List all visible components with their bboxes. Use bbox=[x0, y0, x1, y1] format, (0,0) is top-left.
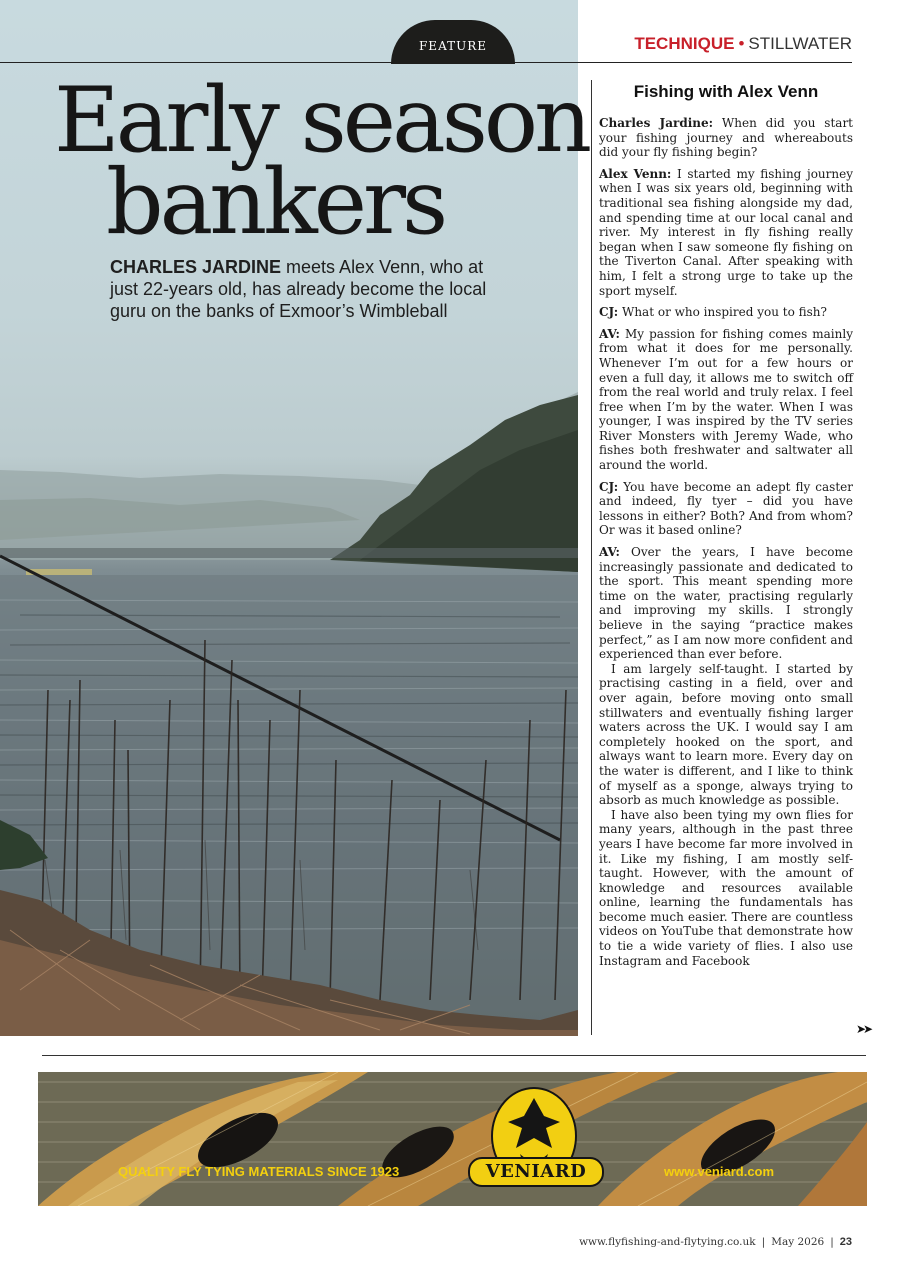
ad-brand: VENIARD bbox=[468, 1157, 604, 1187]
q2-speaker: CJ: bbox=[599, 305, 619, 320]
a3-speaker: AV: bbox=[599, 545, 620, 560]
answer-3-paragraph-3: I have also been tying my own flies for many years, although in the past three years I have become far more involved in it. Like my fishing, I am mostly self-taught. However, with the amount of knowledge and resources available online, learning the fundamentals has become much easier. There are countless videos on YouTube that demonstrate how to tie a wide variety of flies. I also use Instagram and Facebook bbox=[599, 807, 853, 968]
section-primary: TECHNIQUE bbox=[634, 34, 735, 53]
feature-tab: FEATURE bbox=[391, 20, 515, 64]
q2-text: What or who inspired you to fish? bbox=[618, 305, 827, 320]
feather-background bbox=[38, 1072, 867, 1206]
section-secondary: STILLWATER bbox=[748, 34, 852, 53]
ad-url[interactable]: www.veniard.com bbox=[664, 1164, 775, 1179]
ad-divider bbox=[42, 1055, 866, 1056]
column-divider bbox=[591, 80, 592, 1035]
headline-line-2: bankers bbox=[106, 150, 445, 255]
section-label bbox=[634, 34, 852, 54]
q1-text: When did you start your fishing journey and whereabouts did your fly fishing begin? bbox=[599, 116, 854, 160]
byline: CHARLES JARDINE bbox=[110, 257, 282, 277]
standfirst-text: meets Alex Venn, who at just 22-years old, has already become the local guru on the banks of Exmoor’s Wimbleball bbox=[110, 257, 487, 321]
section-separator: • bbox=[738, 34, 745, 53]
page-footer bbox=[579, 1236, 852, 1248]
double-arrow-right-icon: ➤➤ bbox=[856, 1022, 871, 1036]
veniard-advert[interactable] bbox=[38, 1072, 867, 1206]
footer-separator-1: | bbox=[761, 1236, 766, 1248]
question-2 bbox=[599, 305, 853, 320]
q1-speaker: Charles Jardine: bbox=[599, 116, 714, 130]
question-3 bbox=[599, 480, 853, 538]
answer-3 bbox=[599, 545, 853, 662]
footer-separator-2: | bbox=[830, 1236, 834, 1248]
answer-1 bbox=[599, 167, 853, 298]
answer-3-paragraph-2: I am largely self-taught. I started by practising casting in a field, over and over again, before moving onto small stillwaters and eventually fishing larger waters across the UK. I would say I am completely hooked on the sport, and always want to learn more. Every day on the water is different, and I like to think of myself as a sponge, always trying to absorb as much knowledge as possible. bbox=[599, 661, 853, 808]
column-title: Fishing with Alex Venn bbox=[633, 82, 819, 101]
a1-text: I started my fishing journey when I was six years old, beginning with traditional sea fishing alongside my dad, and spending time at our local canal and river. My interest in fly fishing really began when I saw someone fly fishing on the Tiverton Canal. After speaking with him, I felt a strong urge to take up the sport myself. bbox=[599, 166, 854, 298]
standfirst bbox=[110, 256, 510, 322]
question-1 bbox=[599, 116, 853, 160]
a3-text: Over the years, I have become increasingly passionate and dedicated to the sport. This meant spending more time on the water, practising regularly and improving my skills. I strongly believe in the saying “practice makes perfect,” as I am now more confident and experienced than ever before. bbox=[599, 545, 853, 662]
q3-text: You have become an adept fly caster and indeed, fly tyer – did you have lessons in either? Both? And from whom? Or was it based online? bbox=[599, 479, 853, 538]
footer-website[interactable]: www.flyfishing-and-flytying.co.uk bbox=[579, 1236, 756, 1248]
ad-tagline: QUALITY FLY TYING MATERIALS SINCE 1923 bbox=[118, 1164, 400, 1179]
q3-speaker: CJ: bbox=[599, 479, 619, 494]
a2-speaker: AV: bbox=[599, 326, 620, 341]
a1-speaker: Alex Venn: bbox=[599, 166, 672, 181]
interview-column bbox=[599, 82, 853, 968]
footer-issue: May 2026 bbox=[771, 1236, 825, 1248]
page-number: 23 bbox=[839, 1236, 852, 1248]
headline-line-1: Early season bbox=[54, 68, 589, 173]
page-headline bbox=[54, 68, 589, 255]
a2-text: My passion for fishing comes mainly from what it does for me personally. Whenever I’m out for a few hours or even a full day, it allows me to switch off from the real world and truly relax. I feel free when I’m by the water. When I was younger, I was inspired by the TV series River Monsters with Jeremy Wade, who fishes both freshwater and saltwater all around the world. bbox=[599, 326, 853, 473]
answer-2 bbox=[599, 327, 853, 473]
